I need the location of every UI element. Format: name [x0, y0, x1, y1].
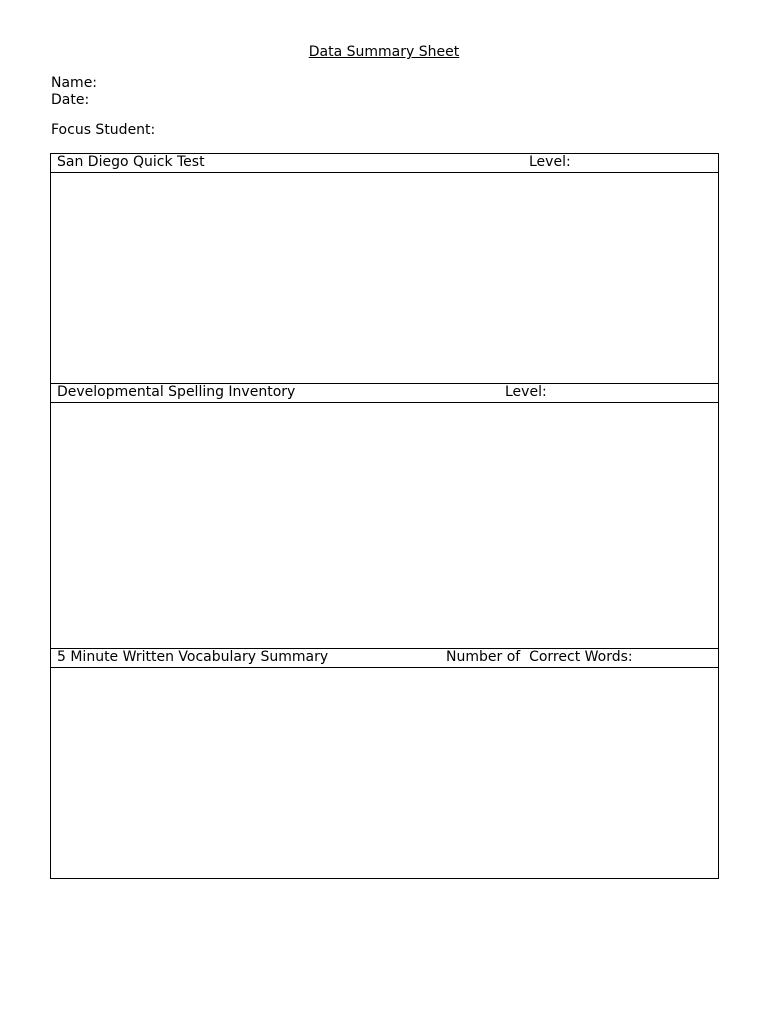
section-body-spelling-inventory[interactable]	[51, 403, 718, 648]
section-correct-words-label: Number of Correct Words:	[446, 649, 633, 665]
section-label-spelling-inventory: Developmental Spelling Inventory	[57, 384, 296, 400]
section-level-label-spelling-inventory: Level:	[505, 384, 547, 400]
focus-student-field-label: Focus Student:	[51, 122, 156, 138]
section-body-vocabulary-summary[interactable]	[51, 668, 718, 878]
section-label-san-diego: San Diego Quick Test	[57, 154, 205, 170]
section-header-vocabulary-summary	[51, 649, 718, 668]
page-title: Data Summary Sheet	[308, 44, 460, 60]
section-body-san-diego[interactable]	[51, 173, 718, 383]
section-label-vocabulary-summary: 5 Minute Written Vocabulary Summary	[57, 649, 329, 665]
section-header-spelling-inventory	[51, 384, 718, 403]
name-field-label: Name:	[51, 75, 98, 91]
date-field-label: Date:	[51, 92, 90, 108]
summary-form-table	[50, 153, 719, 879]
section-header-san-diego	[51, 154, 718, 173]
section-level-label-san-diego: Level:	[529, 154, 571, 170]
